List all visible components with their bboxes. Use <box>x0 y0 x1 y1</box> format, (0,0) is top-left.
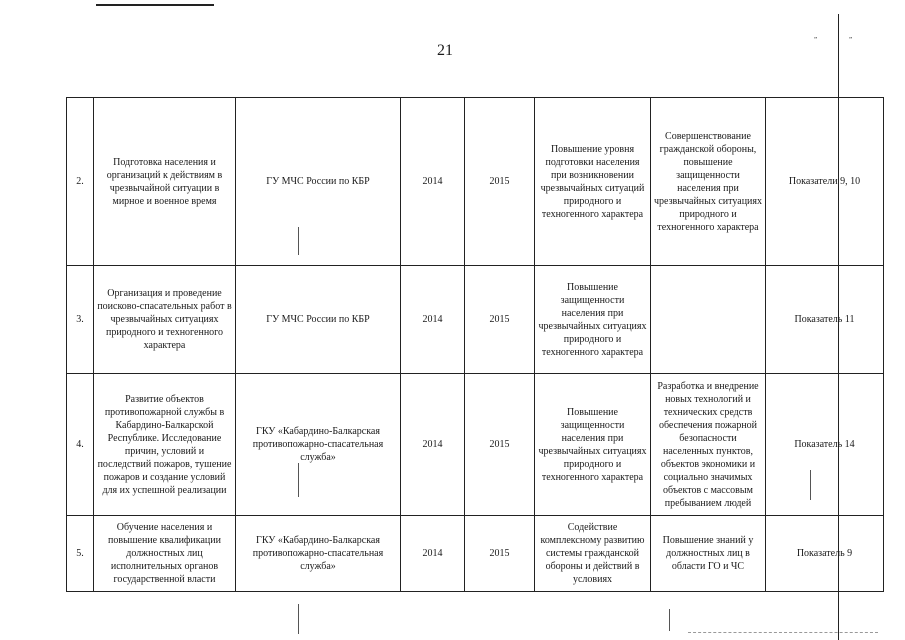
row-number: 2. <box>67 98 94 266</box>
table-row <box>67 98 884 266</box>
program-measures-table <box>66 97 884 592</box>
end-year-cell: 2015 <box>465 98 535 266</box>
bottom-scan-edge <box>688 632 878 633</box>
scan-artifact <box>810 470 811 500</box>
result-cell: Содействие комплексному развитию системы гражданской обороны и действий в условиях <box>535 516 651 592</box>
event-cell: Подготовка населения и организаций к действиям в чрезвычайной ситуации в мирное и военное время <box>94 98 236 266</box>
row-number: 3. <box>67 266 94 374</box>
executor-cell: ГКУ «Кабардино-Балкарская противопожарно-спасательная служба» <box>236 374 401 516</box>
table-row <box>67 374 884 516</box>
start-year-cell: 2014 <box>401 98 465 266</box>
indicator-cell: Показатель 9 <box>766 516 884 592</box>
result-cell: Повышение защищенности населения при чрезвычайных ситуациях природного и техногенного характера <box>535 374 651 516</box>
row-number: 5. <box>67 516 94 592</box>
event-cell: Организация и проведение поисково-спасательных работ в чрезвычайных ситуациях природного и техногенного характера <box>94 266 236 374</box>
start-year-cell: 2014 <box>401 266 465 374</box>
corner-mark-right: ” <box>849 36 853 44</box>
executor-cell: ГУ МЧС России по КБР <box>236 266 401 374</box>
consequence-cell: Повышение знаний у должностных лиц в области ГО и ЧС <box>651 516 766 592</box>
end-year-cell: 2015 <box>465 266 535 374</box>
scan-artifact <box>298 463 299 497</box>
executor-cell: ГУ МЧС России по КБР <box>236 98 401 266</box>
consequence-cell: Совершенствование гражданской обороны, повышение защищенности населения при чрезвычайных ситуациях природного и техногенного характера <box>651 98 766 266</box>
end-year-cell: 2015 <box>465 374 535 516</box>
table-row <box>67 516 884 592</box>
consequence-cell: Разработка и внедрение новых технологий и технических средств обеспечения пожарной безопасности населенных пунктов, объектов экономики и социально значимых объектов с массовым пребыванием людей <box>651 374 766 516</box>
result-cell: Повышение уровня подготовки населения при возникновении чрезвычайных ситуаций природного и техногенного характера <box>535 98 651 266</box>
indicator-cell: Показатели 9, 10 <box>766 98 884 266</box>
start-year-cell: 2014 <box>401 516 465 592</box>
consequence-cell <box>651 266 766 374</box>
start-year-cell: 2014 <box>401 374 465 516</box>
scan-artifact <box>298 604 299 634</box>
scan-artifact <box>298 227 299 255</box>
indicator-cell: Показатель 14 <box>766 374 884 516</box>
scan-artifact <box>669 609 670 631</box>
result-cell: Повышение защищенности населения при чрезвычайных ситуациях природного и техногенного характера <box>535 266 651 374</box>
row-number: 4. <box>67 374 94 516</box>
corner-mark-left: ” <box>814 36 818 44</box>
event-cell: Развитие объектов противопожарной службы в Кабардино-Балкарской Республике. Исследование причин, условий и последствий пожаров, тушение пожаров и создание условий для их успешной реализации <box>94 374 236 516</box>
executor-cell: ГКУ «Кабардино-Балкарская противопожарно-спасательная служба» <box>236 516 401 592</box>
indicator-cell: Показатель 11 <box>766 266 884 374</box>
event-cell: Обучение населения и повышение квалификации должностных лиц исполнительных органов государственной власти <box>94 516 236 592</box>
table-row <box>67 266 884 374</box>
end-year-cell: 2015 <box>465 516 535 592</box>
page-number: 21 <box>437 42 453 59</box>
top-edge-mark <box>96 0 214 6</box>
